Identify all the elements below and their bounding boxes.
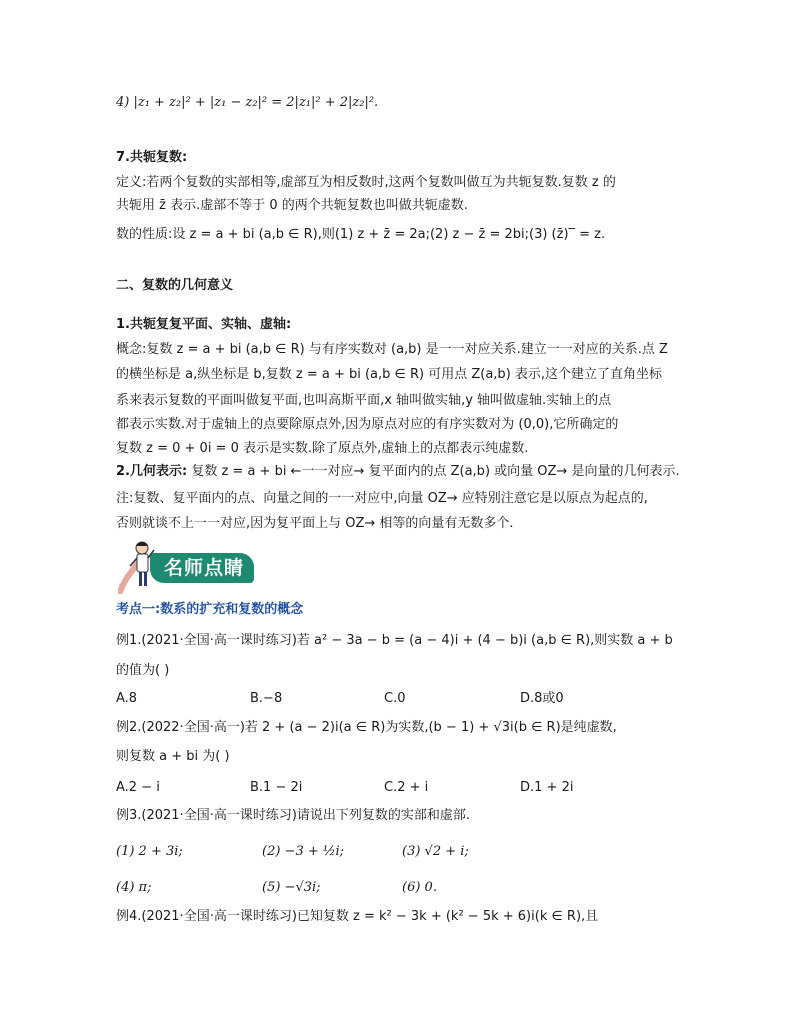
example-1-option-c: C.0 bbox=[384, 691, 406, 706]
example-3-item-5: (5) −√3i; bbox=[262, 880, 321, 895]
example-3-item-2: (2) −3 + ½i; bbox=[262, 844, 345, 859]
example-4-question: 例4.(2021·全国·高一课时练习)已知复数 z = k² − 3k + (k² − 5k + 6)i(k ∈ R),且 bbox=[116, 909, 599, 924]
concept-line-4: 都表示实数.对于虚轴上的点要除原点外,因为原点对应的有序实数对为 (0,0),它所确定的 bbox=[116, 417, 619, 432]
teacher-figure-icon bbox=[118, 538, 164, 594]
section-7-heading: 7.共轭复数: bbox=[116, 150, 188, 165]
key-point-1: 考点一:数系的扩充和复数的概念 bbox=[116, 602, 304, 617]
example-3-item-4: (4) π; bbox=[116, 880, 152, 895]
example-1-question-cont: 的值为( ) bbox=[116, 663, 170, 678]
section-2-heading: 二、复数的几何意义 bbox=[116, 278, 234, 293]
concept-line-2: 的横坐标是 a,纵坐标是 b,复数 z = a + bi (a,b ∈ R) 可用点 Z(a,b) 表示,这个建立了直角坐标 bbox=[116, 367, 663, 382]
example-1-option-b: B.−8 bbox=[250, 691, 283, 706]
example-1-option-a: A.8 bbox=[116, 691, 138, 706]
badge-label: 名师点睛 bbox=[164, 557, 245, 579]
example-2-option-a: A.2 − i bbox=[116, 780, 160, 795]
example-3-item-6: (6) 0. bbox=[402, 880, 437, 895]
example-2-question-cont: 则复数 a + bi 为( ) bbox=[116, 749, 230, 764]
conjugate-definition-line-2: 共轭用 z̄ 表示.虚部不等于 0 的两个共轭复数也叫做共轭虚数. bbox=[116, 198, 468, 213]
example-3-question: 例3.(2021·全国·高一课时练习)请说出下列复数的实部和虚部. bbox=[116, 808, 471, 823]
property-4: 4) |z₁ + z₂|² + |z₁ − z₂|² = 2|z₁|² + 2|z₂|². bbox=[116, 95, 379, 110]
geometric-text: 复数 z = a + bi ←一一对应→ 复平面内的点 Z(a,b) 或向量 OZ→ 是向量的几何表示. bbox=[191, 464, 680, 479]
conjugate-properties: 数的性质:设 z = a + bi (a,b ∈ R),则(1) z + z̄ = 2a;(2) z − z̄ = 2bi;(3) (z̄)‾ = z. bbox=[116, 227, 606, 242]
example-3-item-1: (1) 2 + 3i; bbox=[116, 844, 183, 859]
note-line-2: 否则就谈不上一一对应,因为复平面上与 OZ→ 相等的向量有无数多个. bbox=[116, 516, 514, 531]
example-1-question: 例1.(2021·全国·高一课时练习)若 a² − 3a − b = (a − 4)i + (4 − b)i (a,b ∈ R),则实数 a + b bbox=[116, 633, 673, 648]
concept-line-5: 复数 z = 0 + 0i = 0 表示是实数.除了原点外,虚轴上的点都表示纯虚数. bbox=[116, 441, 529, 456]
geometric-representation bbox=[116, 463, 680, 481]
example-2-option-d: D.1 + 2i bbox=[520, 780, 574, 795]
example-1-option-d: D.8或0 bbox=[520, 691, 564, 706]
conjugate-definition-line-1: 定义:若两个复数的实部相等,虚部互为相反数时,这两个复数叫做互为共轭复数.复数 z 的 bbox=[116, 175, 616, 190]
example-3-item-3: (3) √2 + i; bbox=[402, 844, 469, 859]
example-2-option-b: B.1 − 2i bbox=[250, 780, 303, 795]
concept-line-1: 概念:复数 z = a + bi (a,b ∈ R) 与有序实数对 (a,b) 是一一对应关系.建立一一对应的关系.点 Z bbox=[116, 342, 668, 357]
example-2-option-c: C.2 + i bbox=[384, 780, 429, 795]
complex-plane-heading: 1.共轭复复平面、实轴、虚轴: bbox=[116, 317, 292, 332]
concept-line-3: 系来表示复数的平面叫做复平面,也叫高斯平面,x 轴叫做实轴,y 轴叫做虚轴.实轴上的点 bbox=[116, 393, 612, 408]
example-2-question: 例2.(2022·全国·高一)若 2 + (a − 2)i(a ∈ R)为实数,(b − 1) + √3i(b ∈ R)是纯虚数, bbox=[116, 720, 617, 735]
teacher-tips-badge bbox=[114, 536, 264, 594]
geometric-heading: 2.几何表示: bbox=[116, 464, 188, 479]
note-line-1: 注:复数、复平面内的点、向量之间的一一对应中,向量 OZ→ 应特别注意它是以原点为起点的, bbox=[116, 491, 648, 506]
